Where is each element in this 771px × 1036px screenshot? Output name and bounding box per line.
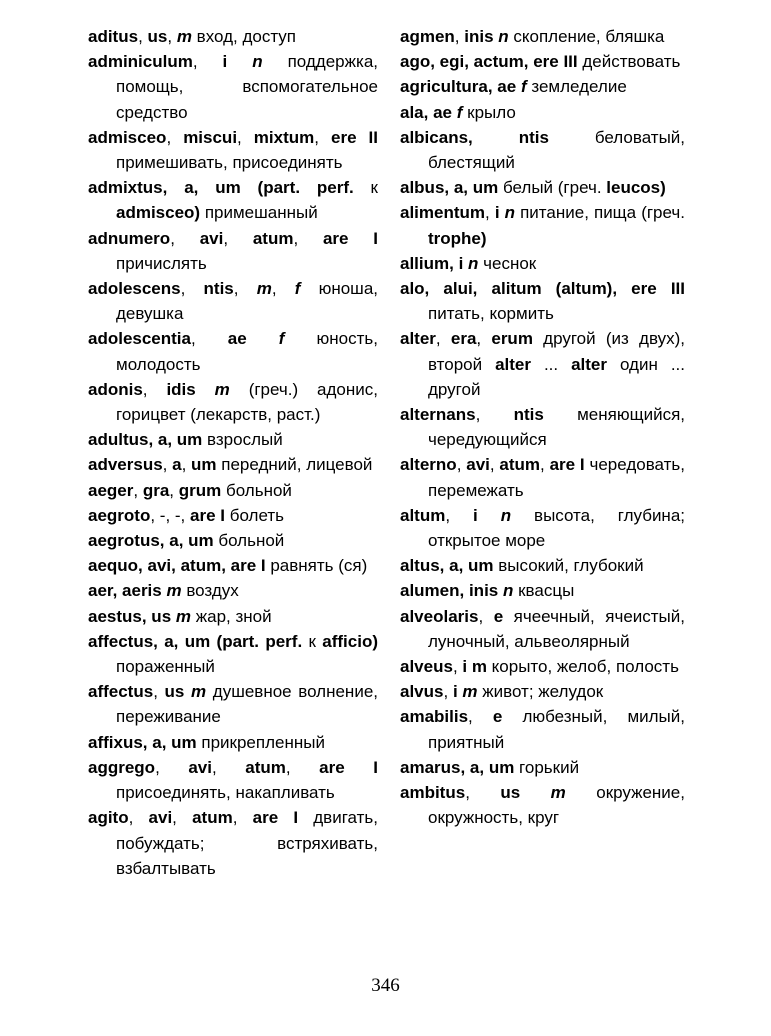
entry-text: ,	[285, 757, 320, 777]
entry-text: ,	[169, 480, 179, 500]
entry-text: к	[302, 631, 323, 651]
dictionary-entry	[400, 780, 685, 830]
entry-text: ,	[233, 279, 257, 299]
gender-mark: m	[191, 682, 207, 702]
latin-headword: atum	[499, 455, 541, 475]
latin-headword: ambitus	[400, 783, 466, 803]
dictionary-entry	[88, 226, 378, 276]
entry-text: ,	[191, 329, 228, 349]
latin-headword: us	[164, 682, 185, 702]
latin-headword: i m	[462, 657, 487, 677]
entry-text: чеснок	[478, 253, 537, 273]
latin-headword: ago, egi, actum, ere III	[400, 52, 578, 72]
entry-text: (греч.) адонис, горицвет (лекарств, раст.)	[116, 379, 378, 425]
gender-mark: f	[294, 279, 301, 299]
entry-text: крыло	[462, 102, 516, 122]
entry-text	[196, 380, 215, 399]
dictionary-entry	[88, 679, 378, 729]
entry-text: больной	[213, 531, 285, 551]
dictionary-entry	[400, 604, 685, 654]
latin-headword: are I	[549, 455, 585, 475]
gender-mark: n	[498, 27, 509, 46]
dictionary-entry	[400, 74, 685, 99]
entry-text: ,	[153, 682, 165, 702]
latin-headword: era	[450, 329, 477, 349]
entry-text: живот; желудок	[477, 682, 604, 702]
entry-text: ,	[128, 808, 149, 828]
dictionary-entry	[88, 125, 378, 175]
dictionary-entry	[88, 276, 378, 326]
entry-text: ,	[170, 228, 200, 248]
latin-headword: leucos)	[606, 178, 666, 198]
latin-headword: albicans, ntis	[400, 127, 549, 147]
dictionary-entry	[400, 251, 685, 276]
entry-text: ,	[167, 27, 177, 46]
dictionary-entry	[400, 755, 685, 780]
latin-headword: affectus	[88, 682, 154, 702]
entry-text: ,	[223, 228, 253, 248]
entry-text: примешанный	[200, 203, 318, 223]
dictionary-entry	[400, 49, 685, 74]
entry-text: ,	[452, 657, 463, 677]
entry-text: ,	[155, 757, 189, 777]
latin-headword: e	[492, 707, 503, 727]
latin-headword: alter	[571, 354, 608, 374]
dictionary-entry	[400, 679, 685, 704]
entry-text: к	[353, 178, 378, 198]
entry-text: земледелие	[526, 77, 627, 97]
dictionary-entry	[88, 326, 378, 376]
entry-text: квасцы	[513, 581, 575, 601]
entry-text: окружение, окружность, круг	[428, 783, 685, 828]
entry-text: ,	[478, 606, 494, 626]
latin-headword: aestus, us	[88, 606, 172, 626]
latin-headword: adultus, a, um	[88, 430, 203, 450]
latin-headword: aegroto	[88, 505, 151, 525]
entry-text: ,	[465, 783, 501, 803]
entry-text: воздух	[181, 581, 239, 601]
entry-text: меняющийся, чередующийся	[428, 405, 685, 450]
right-column	[400, 24, 685, 831]
gender-mark: f	[520, 77, 527, 97]
entry-text: один ... другой	[428, 354, 685, 399]
gender-mark: m	[462, 682, 478, 702]
entry-text: любезный, милый, приятный	[428, 707, 685, 752]
dictionary-entry	[88, 49, 378, 125]
entry-text: ,	[485, 203, 495, 223]
latin-headword: i	[473, 505, 478, 525]
latin-headword: ere II	[331, 127, 379, 147]
entry-text: пораженный	[116, 657, 215, 677]
latin-headword: aggrego	[88, 757, 156, 777]
entry-text: примешивать, присоединять	[116, 153, 343, 173]
gender-mark: m	[166, 581, 182, 601]
latin-headword: alterno	[400, 455, 457, 475]
entry-text: передний, лицевой	[216, 455, 373, 475]
latin-headword: avi	[148, 808, 173, 828]
dictionary-entry	[400, 503, 685, 553]
latin-headword: miscui	[183, 127, 238, 147]
latin-headword: are I	[190, 505, 225, 525]
latin-headword: aequo, avi, atum, are I	[88, 556, 266, 576]
latin-headword: atum	[192, 808, 233, 828]
gender-mark: m	[550, 783, 566, 803]
entry-text	[227, 52, 252, 71]
latin-headword: avi	[188, 757, 212, 777]
latin-headword: admisceo	[88, 127, 167, 147]
left-column	[88, 24, 378, 881]
entry-text: душевное волнение, переживание	[116, 682, 378, 727]
entry-text: корыто, желоб, полость	[486, 657, 679, 677]
latin-headword: alternans	[400, 405, 476, 425]
dictionary-entry	[400, 326, 685, 402]
dictionary-entry	[88, 755, 378, 805]
entry-text: , -, -,	[150, 505, 191, 525]
latin-headword: avi	[466, 455, 490, 475]
dictionary-entry	[400, 704, 685, 754]
dictionary-entry	[400, 175, 685, 200]
entry-text: ,	[211, 757, 246, 777]
gender-mark: n	[468, 253, 479, 273]
latin-headword: grum	[178, 480, 222, 500]
entry-text: ,	[314, 127, 332, 147]
dictionary-entry	[88, 578, 378, 603]
entry-text: жар, зной	[191, 606, 272, 626]
entry-text: ,	[271, 279, 295, 299]
latin-headword: i	[222, 52, 228, 72]
latin-headword: adminiculum	[88, 52, 193, 72]
latin-headword: affixus, a, um	[88, 732, 197, 752]
gender-mark: n	[252, 52, 263, 72]
latin-headword: adonis	[88, 379, 143, 399]
latin-headword: mixtum	[253, 127, 315, 147]
entry-text: ,	[180, 279, 204, 299]
entry-text: беловатый, блестящий	[428, 127, 686, 173]
entry-text: ,	[138, 27, 148, 46]
latin-headword: alumen, inis	[400, 581, 499, 601]
latin-headword: alter	[400, 329, 436, 349]
latin-headword: affectus, a, um (part. perf.	[88, 631, 303, 651]
entry-text: двигать, побуждать; встряхивать, взбалтывать	[116, 808, 378, 878]
entry-text: ,	[435, 329, 451, 349]
entry-text: ,	[293, 228, 323, 248]
latin-headword: amarus, a, um	[400, 757, 515, 777]
latin-headword: are I	[319, 757, 378, 777]
entry-text: ,	[166, 127, 184, 147]
latin-headword: trophe)	[428, 228, 487, 248]
entry-text: действовать	[577, 52, 681, 72]
entry-text: ,	[456, 455, 467, 475]
latin-headword: ae	[227, 329, 247, 349]
entry-text: юность, молодость	[116, 329, 378, 374]
latin-headword: amabilis	[400, 707, 469, 727]
dictionary-entry	[400, 24, 685, 49]
gender-mark: n	[500, 505, 512, 525]
latin-headword: alveus	[400, 657, 453, 677]
gender-mark: m	[214, 379, 230, 399]
gender-mark: f	[278, 329, 285, 349]
entry-text: ,	[468, 707, 493, 727]
latin-headword: inis	[464, 27, 494, 46]
entry-text: высота, глубина; открытое море	[428, 505, 686, 551]
dictionary-entry	[400, 553, 685, 578]
entry-text: питание, пища (греч.	[515, 203, 685, 223]
latin-headword: adolescens	[88, 279, 181, 299]
latin-headword: aer, aeris	[88, 581, 162, 601]
latin-headword: are I	[322, 228, 378, 248]
dictionary-entry	[400, 125, 685, 175]
gender-mark: n	[502, 581, 514, 601]
latin-headword: a	[172, 455, 182, 475]
entry-text: ,	[192, 52, 223, 72]
gender-mark: n	[504, 203, 516, 223]
entry-text: вход, доступ	[191, 27, 297, 46]
entry-text: равнять (ся)	[265, 556, 368, 576]
latin-headword: avi	[199, 228, 224, 248]
entry-text: ,	[476, 329, 492, 349]
latin-headword: alo, alui, alitum (altum), ere III	[400, 279, 685, 299]
dictionary-entry	[88, 427, 378, 452]
latin-headword: atum	[245, 757, 286, 777]
latin-headword: aditus	[88, 27, 139, 46]
entry-text: скопление, бляшка	[508, 27, 665, 46]
latin-headword: ntis	[203, 279, 234, 299]
entry-text: другой (из двух), второй	[428, 329, 685, 374]
dictionary-entry	[400, 276, 685, 326]
entry-text: белый (греч.	[498, 178, 607, 198]
entry-text: болеть	[225, 505, 284, 525]
dictionary-entry	[88, 175, 378, 225]
entry-text: ,	[181, 455, 192, 475]
latin-headword: erum	[491, 329, 533, 349]
dictionary-entry	[400, 402, 685, 452]
dictionary-entry	[88, 503, 378, 528]
latin-headword: um	[191, 455, 217, 475]
latin-headword: agito	[88, 808, 129, 828]
page-number: 346	[371, 975, 400, 996]
latin-headword: i	[452, 682, 458, 702]
latin-headword: e	[493, 606, 504, 626]
entry-text: ,	[489, 455, 500, 475]
latin-headword: us	[147, 27, 168, 46]
entry-text: высокий, глубокий	[493, 556, 644, 576]
dictionary-entry	[88, 528, 378, 553]
dictionary-entry	[88, 452, 378, 477]
gender-mark: m	[176, 27, 192, 46]
dictionary-entry	[88, 24, 378, 49]
entry-text: ,	[232, 808, 253, 828]
latin-headword: afficio)	[322, 631, 378, 651]
dictionary-entry	[400, 200, 685, 250]
latin-headword: us	[500, 783, 521, 803]
entry-text: взрослый	[202, 430, 283, 450]
dictionary-entry	[88, 629, 378, 679]
entry-text	[478, 506, 501, 525]
latin-headword: alvus	[400, 682, 444, 702]
latin-headword: altus, a, um	[400, 556, 494, 576]
entry-text: ,	[237, 127, 254, 147]
entry-text: чередовать, перемежать	[428, 455, 685, 500]
latin-headword: aegrotus, a, um	[88, 531, 214, 551]
latin-headword: are I	[252, 808, 299, 828]
entry-text: больной	[221, 480, 292, 500]
latin-headword: idis	[166, 379, 196, 399]
latin-headword: agricultura, ae	[400, 77, 517, 97]
entry-text: поддержка, помощь, вспомогательное средство	[116, 52, 378, 122]
dictionary-entry	[88, 553, 378, 578]
latin-headword: ntis	[513, 405, 544, 425]
latin-headword: atum	[252, 228, 294, 248]
latin-headword: ala, ae	[400, 102, 452, 122]
dictionary-entry	[88, 805, 378, 881]
latin-headword: alter	[495, 354, 531, 374]
gender-mark: m	[175, 606, 192, 626]
latin-headword: gra	[142, 480, 170, 500]
latin-headword: alveolaris	[400, 606, 479, 626]
latin-headword: adnumero	[88, 228, 171, 248]
latin-headword: aeger	[88, 480, 134, 500]
latin-headword: alimentum	[400, 203, 486, 223]
dictionary-entry	[88, 478, 378, 503]
entry-text	[520, 783, 550, 802]
dictionary-entry	[400, 452, 685, 502]
dictionary-entry	[400, 100, 685, 125]
entry-text: причислять	[116, 253, 207, 273]
entry-text: ,	[445, 505, 474, 525]
entry-text: прикрепленный	[196, 732, 325, 752]
entry-text: ,	[540, 455, 550, 475]
entry-text	[247, 329, 279, 348]
entry-text: ,	[133, 480, 143, 500]
gender-mark: f	[456, 102, 463, 122]
entry-text: ,	[443, 682, 453, 702]
latin-headword: agmen	[400, 27, 455, 46]
dictionary-entry	[400, 654, 685, 679]
entry-text: присоединять, накапливать	[116, 783, 335, 803]
entry-text: ...	[531, 354, 572, 374]
latin-headword: allium, i	[400, 253, 464, 273]
entry-text: ,	[454, 27, 465, 46]
gender-mark: m	[256, 279, 272, 299]
latin-headword: admixtus, a, um (part. perf.	[88, 178, 354, 198]
entry-text: ,	[162, 455, 173, 475]
latin-headword: adolescentia	[88, 329, 191, 349]
entry-text: ,	[475, 405, 514, 425]
latin-headword: i	[494, 203, 500, 223]
entry-text: ,	[172, 808, 193, 828]
dictionary-entry	[400, 578, 685, 603]
entry-text: ячеечный, ячеистый, луночный, альвеолярный	[428, 606, 685, 651]
entry-text: питать, кормить	[428, 304, 554, 324]
entry-text: горький	[514, 757, 580, 777]
entry-text: юноша, девушка	[116, 279, 379, 324]
dictionary-entry	[88, 604, 378, 629]
entry-text: ,	[142, 379, 167, 399]
latin-headword: albus, a, um	[400, 178, 499, 198]
latin-headword: admisceo)	[116, 203, 201, 223]
dictionary-entry	[88, 730, 378, 755]
latin-headword: altum	[400, 505, 446, 525]
latin-headword: adversus	[88, 455, 163, 475]
dictionary-entry	[88, 377, 378, 427]
